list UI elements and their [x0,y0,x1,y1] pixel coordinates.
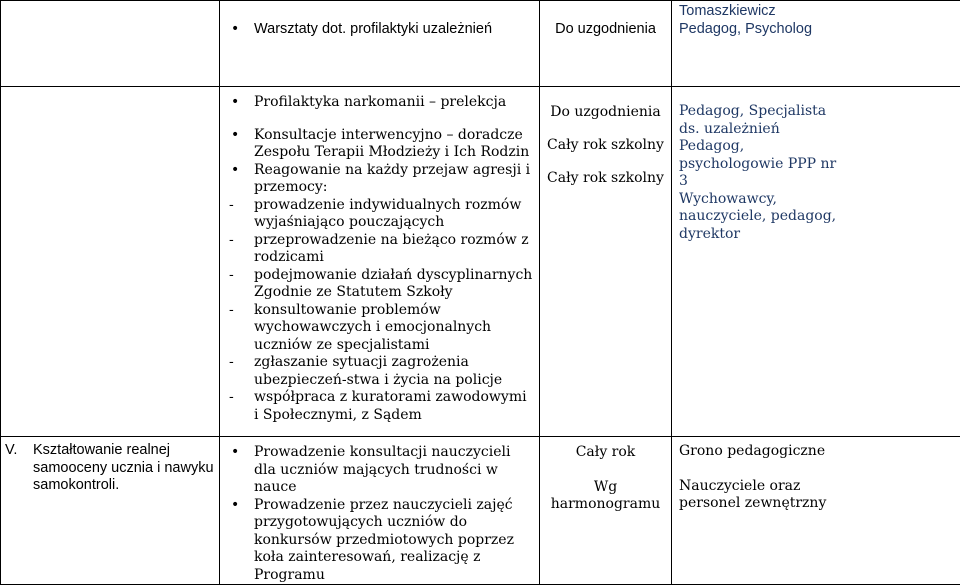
activities-cell [220,437,540,585]
term-cell [540,437,672,585]
term-text: Cały rok [542,444,669,462]
activity-item: • Profilaktyka narkomanii – prelekcja [225,94,534,112]
dash-item: - współpraca z kuratorami zawodowymi i Społecznymi, z Sądem [225,389,534,424]
dash-item: - przeprowadzenie na bieżąco rozmów z rodzicami [225,232,534,267]
term-cell [540,87,672,437]
dash-item: - podejmowanie działań dyscyplinarnych Zgodnie ze Statutem Szkoły [225,267,534,302]
activities-cell [220,1,540,87]
activities-cell [220,87,540,437]
responsible-text: Grono pedagogiczne [679,443,955,461]
topic-cell [1,437,220,585]
term-text: Wg harmonogramu [542,479,669,514]
activity-item: • Prowadzenie przez nauczycieli zajęć przygotowujących uczniów do konkursów przedmiotowych poprzez koła zainteresowań, realizację z Programu [225,497,534,585]
section-title: Kształtowanie realnej samooceny ucznia i nawyku samokontroli. [33,442,215,495]
responsible-cell [672,87,960,437]
dash-item: - konsultowanie problemów wychowawczych i emocjonalnych uczniów ze specjalistami [225,302,534,355]
topic-cell [1,87,220,437]
dash-item: - zgłaszanie sytuacji zagrożenia ubezpieczeń-stwa i życia na policje [225,354,534,389]
responsible-cell [672,437,960,585]
topic-cell [1,1,220,87]
responsible-text: Pedagog, Psycholog [679,21,955,39]
responsible-text: Pedagog, Specjalista ds. uzależnień [679,103,844,138]
table-row [1,437,960,585]
term-text: Cały rok szkolny [542,170,669,187]
dash-item: - prowadzenie indywidualnych rozmów wyjaśniająco pouczających [225,197,534,232]
responsible-text: Wychowawcy, nauczyciele, pedagog, dyrektor [679,191,859,244]
activity-item: • Prowadzenie konsultacji nauczycieli dla uczniów mających trudności w nauce [225,444,534,497]
responsible-text: Tomaszkiewicz [679,3,955,21]
term-cell [540,1,672,87]
term-text: Cały rok szkolny [542,137,669,154]
activity-item: • Konsultacje interwencyjno – doradcze Zespołu Terapii Młodzieży i Ich Rodzin [225,127,534,162]
responsible-cell [672,1,960,87]
responsible-text: Pedagog, psychologowie PPP nr 3 [679,138,844,191]
table-row [1,1,960,87]
term-text: Do uzgodnienia [542,104,669,121]
section-number: V. [5,442,33,495]
table-row [1,87,960,437]
term-text: Do uzgodnienia [542,21,669,39]
activity-item: • Warsztaty dot. profilaktyki uzależnień [225,21,534,39]
activity-item: • Reagowanie na każdy przejaw agresji i przemocy: [225,162,534,197]
responsible-text: Nauczyciele oraz personel zewnętrzny [679,478,859,513]
